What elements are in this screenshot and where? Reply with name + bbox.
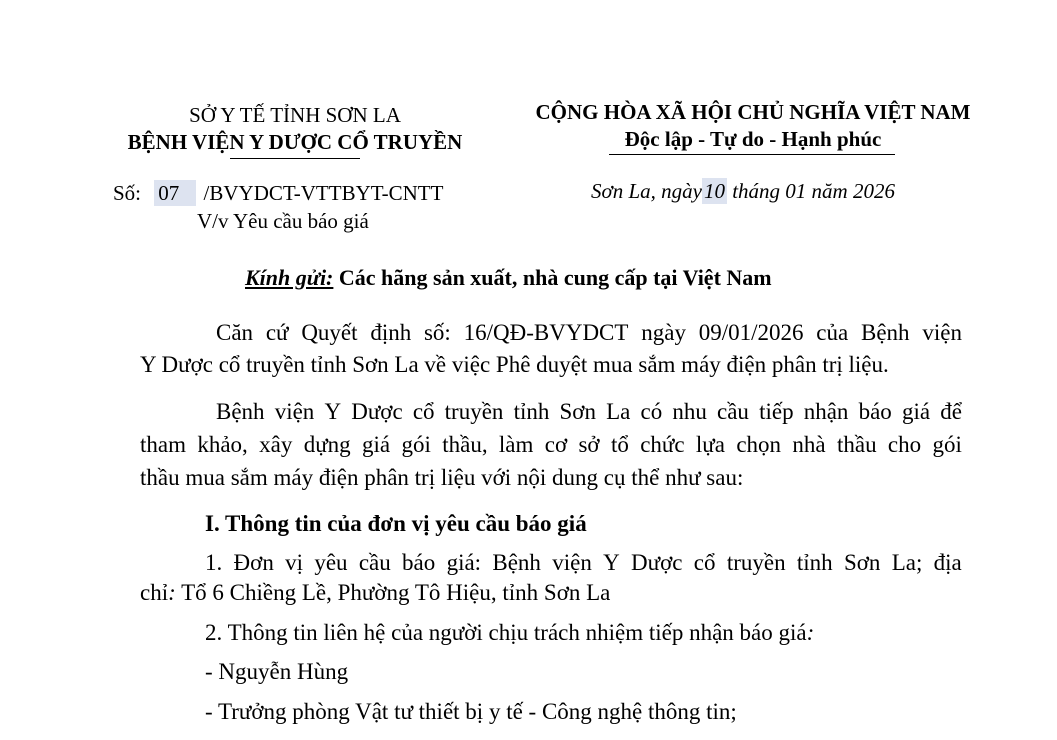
word: Đơn bbox=[233, 550, 274, 575]
item-2-colon: : bbox=[806, 620, 815, 645]
word: dựng bbox=[303, 432, 351, 457]
word: Sơn bbox=[843, 550, 881, 575]
word: chức bbox=[640, 432, 685, 457]
item-1-line-1 bbox=[205, 548, 962, 578]
word: gói bbox=[401, 432, 431, 457]
word: có bbox=[640, 399, 663, 424]
word: Dược bbox=[351, 399, 403, 424]
word: 1. bbox=[205, 550, 223, 575]
section-1-heading: I. Thông tin của đơn vị yêu cầu báo giá bbox=[205, 511, 587, 536]
country-name: CỘNG HÒA XÃ HỘI CHỦ NGHĨA VIỆT NAM bbox=[535, 100, 971, 124]
word: Bệnh bbox=[861, 320, 910, 345]
word: 09/01/2026 bbox=[698, 320, 804, 345]
motto: Độc lập - Tự do - Hạnh phúc bbox=[624, 127, 882, 151]
word: của bbox=[816, 320, 849, 345]
word: nhà bbox=[792, 432, 826, 457]
number-value: 07 bbox=[154, 180, 196, 206]
word: địa bbox=[933, 550, 962, 575]
word: cổ bbox=[412, 399, 435, 424]
word: gói bbox=[932, 432, 962, 457]
word: tỉnh bbox=[513, 399, 550, 424]
word: Dược bbox=[631, 550, 683, 575]
word: thầu, bbox=[442, 432, 488, 457]
word: nhận bbox=[803, 399, 849, 424]
word: khảo, bbox=[197, 432, 248, 457]
document-number bbox=[113, 180, 443, 206]
word: yêu bbox=[314, 550, 348, 575]
word: vị bbox=[285, 550, 304, 575]
word: cầu bbox=[358, 550, 391, 575]
item-2-text: 2. Thông tin liên hệ của người chịu trách nhiệm tiếp nhận báo giá bbox=[205, 620, 807, 645]
word: cứ bbox=[265, 320, 289, 345]
paragraph-2-line-1 bbox=[216, 397, 962, 427]
word: giá bbox=[362, 432, 391, 457]
number-label: Số: bbox=[113, 181, 142, 205]
word: Bệnh bbox=[492, 550, 541, 575]
item-1-line-2 bbox=[140, 578, 610, 608]
word: viện bbox=[552, 550, 592, 575]
word: cơ bbox=[544, 432, 568, 457]
word: Bệnh bbox=[216, 399, 265, 424]
contact-title: - Trưởng phòng Vật tư thiết bị y tế - Công nghệ thông tin; bbox=[205, 699, 737, 724]
word: tổ bbox=[610, 432, 629, 457]
word: truyền bbox=[726, 550, 786, 575]
word: Quyết bbox=[301, 320, 358, 345]
date-day: 10 bbox=[703, 179, 725, 203]
word: sở bbox=[578, 432, 600, 457]
word: lựa bbox=[695, 432, 725, 457]
word: Y bbox=[324, 399, 342, 424]
paragraph-2-line-3: thầu mua sắm máy điện phân trị liệu với nội dung cụ thể như sau: bbox=[140, 465, 744, 490]
word: chọn bbox=[736, 432, 782, 457]
date-prefix: Sơn La, ngày bbox=[591, 179, 702, 203]
word: Sơn bbox=[559, 399, 596, 424]
word: tiếp bbox=[759, 399, 794, 424]
paragraph-1-line-1 bbox=[216, 318, 962, 348]
date-suffix: tháng 01 năm 2026 bbox=[732, 179, 895, 203]
word: cổ bbox=[693, 550, 716, 575]
subject-line: V/v Yêu cầu báo giá bbox=[197, 209, 369, 233]
word: Y bbox=[603, 550, 620, 575]
address-label: chỉ bbox=[140, 580, 169, 605]
word: làm bbox=[498, 432, 534, 457]
date-line bbox=[591, 178, 895, 204]
word: báo bbox=[858, 399, 892, 424]
hospital-name: BỆNH VIỆN Y DƯỢC CỔ TRUYỀN bbox=[127, 130, 463, 154]
address-text: Tổ 6 Chiềng Lề, Phường Tô Hiệu, tỉnh Sơn La bbox=[175, 580, 611, 605]
recipient-label: Kính gửi: bbox=[245, 265, 334, 290]
contact-name: - Nguyễn Hùng bbox=[205, 659, 349, 684]
number-suffix: /BVYDCT-VTTBYT-CNTT bbox=[203, 181, 444, 205]
word: La bbox=[606, 399, 631, 424]
address-colon: : bbox=[168, 580, 176, 605]
word: số: bbox=[423, 320, 451, 345]
word: ngày bbox=[641, 320, 686, 345]
word: báo bbox=[402, 550, 436, 575]
word: để bbox=[940, 399, 962, 424]
word: La; bbox=[891, 550, 923, 575]
recipient-text: Các hãng sản xuất, nhà cung cấp tại Việt Nam bbox=[338, 265, 772, 290]
word: thầu bbox=[836, 432, 877, 457]
word: viện bbox=[274, 399, 315, 424]
hospital-underline bbox=[230, 158, 360, 159]
word: nhu bbox=[672, 399, 707, 424]
motto-underline bbox=[609, 154, 895, 155]
word: cho bbox=[887, 432, 922, 457]
word: tỉnh bbox=[796, 550, 833, 575]
word: Căn bbox=[216, 320, 254, 345]
word: cầu bbox=[717, 399, 749, 424]
word: giá bbox=[901, 399, 931, 424]
word: xây bbox=[259, 432, 293, 457]
word: định bbox=[370, 320, 412, 345]
department-name: SỞ Y TẾ TỈNH SƠN LA bbox=[189, 103, 401, 127]
paragraph-1-line-2: Y Dược cổ truyền tỉnh Sơn La về việc Phê duyệt mua sắm máy điện phân trị liệu. bbox=[140, 352, 889, 377]
word: tham bbox=[140, 432, 186, 457]
word: 16/QĐ-BVYDCT bbox=[463, 320, 629, 345]
paragraph-2-line-2 bbox=[140, 430, 962, 460]
item-2-line bbox=[205, 618, 814, 648]
word: viện bbox=[922, 320, 962, 345]
word: truyền bbox=[444, 399, 504, 424]
word: giá: bbox=[446, 550, 482, 575]
recipient-line bbox=[245, 264, 772, 292]
